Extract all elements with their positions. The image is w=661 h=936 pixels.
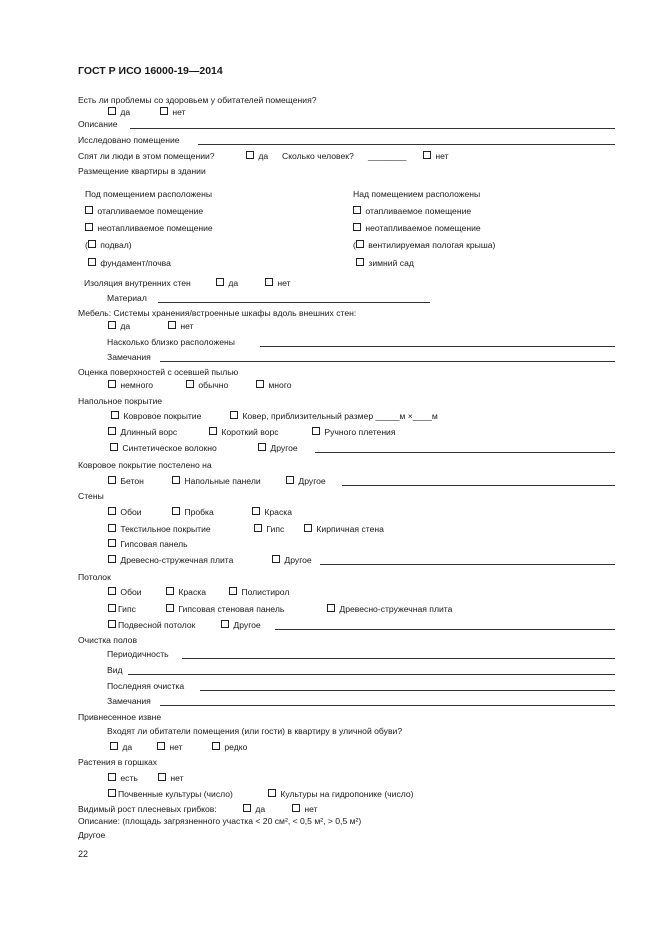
checkbox-icon[interactable] (327, 604, 335, 612)
sleep-yes-option[interactable]: да (246, 151, 268, 162)
furniture-remarks-field[interactable] (160, 361, 615, 362)
checkbox-icon[interactable] (108, 789, 116, 797)
below-basement-option[interactable]: ( подвал) (85, 240, 132, 250)
people-count-label: Сколько человек? (282, 151, 354, 161)
checkbox-icon[interactable] (292, 804, 300, 812)
checkbox-icon[interactable] (108, 555, 116, 563)
checkbox-icon[interactable] (209, 427, 217, 435)
below-unheated-option[interactable]: неотапливаемое помещение (85, 223, 213, 234)
checkbox-icon[interactable] (353, 223, 361, 231)
walls-plasterboard-option[interactable]: Гипсовая панель (108, 539, 188, 550)
checkbox-icon[interactable] (272, 555, 280, 563)
health-yes-option[interactable]: да (108, 107, 130, 118)
ceiling-title: Потолок (78, 572, 111, 582)
checkbox-icon[interactable] (212, 742, 220, 750)
cleaning-remarks-label: Замечания (107, 696, 151, 706)
dust-little-option[interactable]: немного (108, 380, 153, 391)
checkbox-icon[interactable] (230, 411, 238, 419)
checkbox-icon[interactable] (353, 206, 361, 214)
laid-on-concrete-option[interactable]: Бетон (108, 476, 144, 487)
cleaning-remarks-field[interactable] (160, 705, 615, 706)
checkbox-icon[interactable] (110, 443, 118, 451)
placement-title: Размещение квартиры в здании (78, 166, 206, 176)
above-roof-option[interactable]: ( вентилируемая пологая крыша) (353, 240, 496, 250)
below-title: Под помещением расположены (85, 189, 213, 199)
laid-on-other-option[interactable]: Другое (286, 476, 326, 487)
material-field[interactable] (158, 302, 430, 303)
checkbox-icon[interactable] (88, 240, 96, 248)
insulation-question: Изоляция внутренних стен (84, 278, 191, 288)
checkbox-icon[interactable] (221, 620, 229, 628)
dust-title: Оценка поверхностей с осевшей пылью (78, 367, 239, 377)
health-question: Есть ли проблемы со здоровьем у обитателей помещения? (78, 95, 317, 105)
checkbox-icon[interactable] (110, 742, 118, 750)
checkbox-icon[interactable] (166, 604, 174, 612)
page-number: 22 (78, 849, 89, 859)
cleaning-type-label: Вид (107, 665, 123, 675)
ceiling-gypsum-panel-option[interactable]: Гипсовая стеновая панель (166, 604, 284, 615)
checkbox-icon[interactable] (186, 380, 194, 388)
checkbox-icon[interactable] (108, 604, 116, 612)
sleep-no-option[interactable]: нет (423, 151, 449, 162)
furniture-no-option[interactable]: нет (168, 321, 194, 332)
checkbox-icon[interactable] (246, 151, 254, 159)
checkbox-icon[interactable] (108, 620, 116, 628)
checkbox-icon[interactable] (312, 427, 320, 435)
page-title: ГОСТ Р ИСО 16000-19—2014 (78, 65, 223, 77)
walls-other-field[interactable] (320, 564, 615, 565)
floor-synthetic-option[interactable]: Синтетическое волокно (110, 443, 217, 454)
checkbox-icon[interactable] (108, 476, 116, 484)
checkbox-icon[interactable] (172, 507, 180, 515)
below-foundation-option[interactable]: фундамент/почва (88, 258, 171, 269)
mold-yes-option[interactable]: да (243, 804, 265, 815)
ceiling-gypsum-option[interactable]: Гипс (108, 604, 136, 615)
material-label: Материал (107, 293, 147, 303)
sleep-question: Спят ли люди в этом помещении? (78, 151, 215, 161)
ceiling-chipboard-option[interactable]: Древесно-стружечная плита (327, 604, 452, 615)
checkbox-icon[interactable] (158, 773, 166, 781)
mold-no-option[interactable]: нет (292, 804, 318, 815)
how-close-label: Насколько близко расположены (107, 337, 235, 347)
checkbox-icon[interactable] (108, 507, 116, 515)
checkbox-icon[interactable] (268, 789, 276, 797)
checkbox-icon[interactable] (172, 476, 180, 484)
outside-question: Входят ли обитатели помещения (или гости) в квартиру в уличной обуви? (107, 726, 403, 736)
checkbox-icon[interactable] (108, 587, 116, 595)
furniture-remarks-label: Замечания (107, 352, 151, 362)
outside-rarely-option[interactable]: редко (212, 742, 247, 753)
walls-brick-option[interactable]: Кирпичная стена (304, 524, 384, 535)
walls-chipboard-option[interactable]: Древесно-стружечная плита (108, 555, 233, 566)
checkbox-icon[interactable] (108, 539, 116, 547)
ceiling-suspended-option[interactable]: Подвесной потолок (108, 620, 195, 631)
cleaning-frequency-field[interactable] (182, 658, 615, 659)
furniture-question: Мебель: Системы хранения/встроенные шкафы вдоль внешних стен: (78, 308, 357, 318)
ceiling-other-option[interactable]: Другое (221, 620, 261, 631)
checkbox-icon[interactable] (423, 151, 431, 159)
how-close-field[interactable] (260, 346, 615, 347)
ceiling-paint-option[interactable]: Краска (166, 587, 206, 598)
laid-on-panels-option[interactable]: Напольные панели (172, 476, 261, 487)
cleaning-frequency-label: Периодичность (107, 649, 169, 659)
floor-title: Напольное покрытие (78, 396, 163, 406)
walls-other-option[interactable]: Другое (272, 555, 312, 566)
checkbox-icon[interactable] (88, 258, 96, 266)
cleaning-last-field[interactable] (200, 690, 615, 691)
plants-soil-option[interactable]: Почвенные культуры (число) (108, 789, 233, 800)
outside-yes-option[interactable]: да (110, 742, 132, 753)
walls-paint-option[interactable]: Краска (252, 507, 292, 518)
ceiling-wallpaper-option[interactable]: Обои (108, 587, 142, 598)
checkbox-icon[interactable] (111, 411, 119, 419)
ceiling-other-field[interactable] (275, 629, 615, 630)
below-heated-option[interactable]: отапливаемое помещение (85, 206, 203, 217)
insulation-yes-option[interactable]: да (216, 278, 238, 289)
mold-question: Видимый рост плесневых грибков: (78, 804, 217, 814)
checkbox-icon[interactable] (160, 107, 168, 115)
dust-much-option[interactable]: много (256, 380, 292, 391)
checkbox-icon[interactable] (216, 278, 224, 286)
ceiling-polystyrene-option[interactable]: Полистирол (229, 587, 289, 598)
checkbox-icon[interactable] (254, 524, 262, 532)
floor-other-option[interactable]: Другое (258, 443, 298, 454)
people-count-field[interactable]: ________ (368, 151, 407, 161)
description-label: Описание (78, 119, 118, 129)
mold-description: Описание: (площадь загрязненного участка < 20 см², < 0,5 м², > 0,5 м²) (78, 816, 362, 826)
outside-no-option[interactable]: нет (157, 742, 183, 753)
walls-textile-option[interactable]: Текстильное покрытие (108, 524, 211, 535)
walls-gypsum-option[interactable]: Гипс (254, 524, 284, 535)
walls-title: Стены (78, 491, 104, 501)
cleaning-title: Очистка полов (78, 635, 138, 645)
above-unheated-option[interactable]: неотапливаемое помещение (353, 223, 481, 234)
floor-carpet-option[interactable]: Ковровое покрытие (111, 411, 201, 422)
cleaning-last-label: Последняя очистка (107, 681, 185, 691)
cleaning-type-field[interactable] (128, 674, 615, 675)
floor-other-field[interactable] (315, 452, 615, 453)
plants-no-option[interactable]: нет (158, 773, 184, 784)
checkbox-icon[interactable] (252, 507, 260, 515)
checkbox-icon[interactable] (286, 476, 294, 484)
checkbox-icon[interactable] (108, 380, 116, 388)
insulation-no-option[interactable]: нет (265, 278, 291, 289)
checkbox-icon[interactable] (85, 223, 93, 231)
checkbox-icon[interactable] (108, 107, 116, 115)
plants-title: Растения в горшках (78, 757, 158, 767)
dust-normal-option[interactable]: обычно (186, 380, 228, 391)
furniture-yes-option[interactable]: да (108, 321, 130, 332)
above-winter-garden-option[interactable]: зимний сад (356, 258, 414, 269)
checkbox-icon[interactable] (168, 321, 176, 329)
checkbox-icon[interactable] (304, 524, 312, 532)
checkbox-icon[interactable] (258, 443, 266, 451)
laid-on-title: Ковровое покрытие постелено на (78, 460, 212, 470)
investigated-room-field[interactable] (198, 144, 615, 145)
checkbox-icon[interactable] (256, 380, 264, 388)
plants-yes-option[interactable]: есть (108, 773, 138, 784)
checkbox-icon[interactable] (85, 206, 93, 214)
checkbox-icon[interactable] (356, 240, 364, 248)
checkbox-icon[interactable] (108, 773, 116, 781)
description-field[interactable] (130, 128, 615, 129)
health-no-option[interactable]: нет (160, 107, 186, 118)
checkbox-icon[interactable] (108, 524, 116, 532)
checkbox-icon[interactable] (265, 278, 273, 286)
plants-hydro-option[interactable]: Культуры на гидропонике (число) (268, 789, 414, 800)
floor-long-pile-option[interactable]: Длинный ворс (108, 427, 177, 438)
floor-handmade-option[interactable]: Ручного плетения (312, 427, 396, 438)
checkbox-icon[interactable] (356, 258, 364, 266)
investigated-room-label: Исследовано помещение (78, 135, 180, 145)
floor-short-pile-option[interactable]: Короткий ворс (209, 427, 279, 438)
checkbox-icon[interactable] (229, 587, 237, 595)
above-title: Над помещением расположены (353, 189, 481, 199)
checkbox-icon[interactable] (108, 321, 116, 329)
floor-rug-option[interactable]: Ковер, приблизительный размер _____м ×____м (230, 411, 438, 422)
checkbox-icon[interactable] (166, 587, 174, 595)
walls-wallpaper-option[interactable]: Обои (108, 507, 142, 518)
walls-cork-option[interactable]: Пробка (172, 507, 214, 518)
checkbox-icon[interactable] (157, 742, 165, 750)
laid-on-other-field[interactable] (342, 485, 615, 486)
checkbox-icon[interactable] (243, 804, 251, 812)
outside-title: Привнесенное извне (78, 712, 162, 722)
mold-other-label: Другое (78, 830, 106, 840)
checkbox-icon[interactable] (108, 427, 116, 435)
above-heated-option[interactable]: отапливаемое помещение (353, 206, 471, 217)
